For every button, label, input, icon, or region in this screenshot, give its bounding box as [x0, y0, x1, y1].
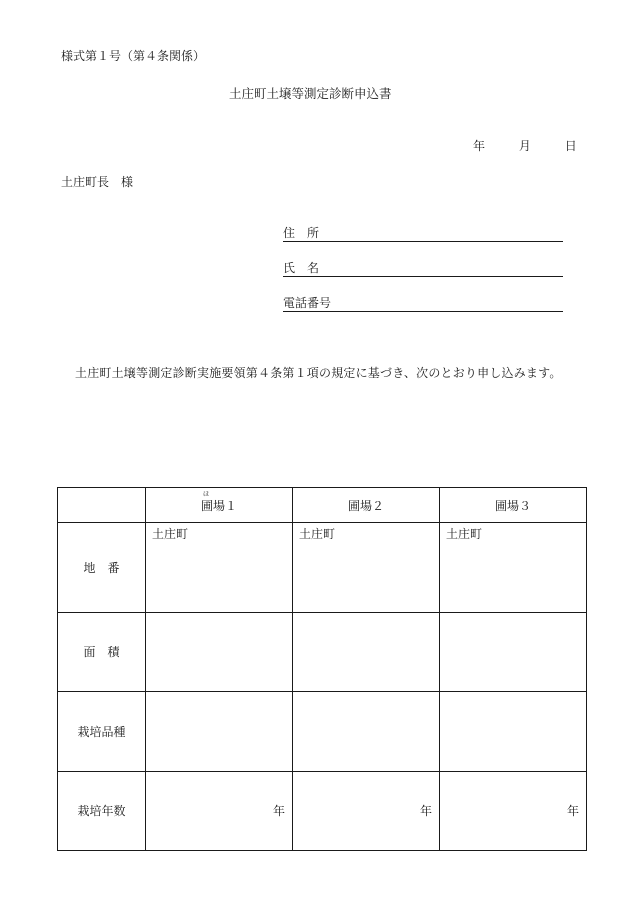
date-line: [473, 137, 577, 154]
chiban-plot-3[interactable]: 土庄町: [440, 523, 587, 612]
application-statement: 土庄町土壌等測定診断実施要領第４条第１項の規定に基づき、次のとおり申し込みます。: [75, 366, 562, 380]
chiban-plot-2[interactable]: 土庄町: [293, 523, 440, 612]
table-row-chiban: [58, 523, 587, 612]
address-label: 住 所: [283, 226, 320, 240]
hinshu-plot-1[interactable]: [146, 692, 293, 771]
header-plot-3: 圃場３: [440, 488, 587, 523]
date-month[interactable]: 月: [518, 139, 531, 153]
table-row-hinshu: [58, 692, 587, 771]
label-hinshu: 栽培品種: [58, 692, 146, 771]
header-plot-1: ほ 圃場１: [146, 488, 293, 523]
nensu-plot-2[interactable]: 年: [293, 771, 440, 850]
date-year[interactable]: 年: [473, 139, 486, 153]
label-chiban: 地 番: [58, 523, 146, 612]
label-nensu: 栽培年数: [58, 771, 146, 850]
hinshu-plot-2[interactable]: [293, 692, 440, 771]
hinshu-plot-3[interactable]: [440, 692, 587, 771]
table-row-nensu: [58, 771, 587, 850]
form-number: 様式第１号（第４条関係）: [61, 49, 206, 63]
menseki-plot-3[interactable]: [440, 612, 587, 691]
header-blank: [58, 488, 146, 523]
table-row-menseki: [58, 612, 587, 691]
address-field[interactable]: [283, 224, 563, 242]
label-menseki: 面 積: [58, 612, 146, 691]
plot-table: [57, 487, 587, 851]
menseki-plot-2[interactable]: [293, 612, 440, 691]
document-title: 土庄町土壌等測定診断申込書: [229, 86, 392, 101]
nensu-plot-1[interactable]: 年: [146, 771, 293, 850]
menseki-plot-1[interactable]: [146, 612, 293, 691]
addressee: 土庄町長 様: [61, 175, 134, 189]
table-header-row: [58, 488, 587, 523]
date-day[interactable]: 日: [564, 139, 577, 153]
ruby-ho: ほ: [202, 490, 209, 498]
phone-label: 電話番号: [283, 296, 332, 310]
phone-field[interactable]: [283, 294, 563, 312]
header-plot-2: 圃場２: [293, 488, 440, 523]
name-field[interactable]: [283, 259, 563, 277]
nensu-plot-3[interactable]: 年: [440, 771, 587, 850]
chiban-plot-1[interactable]: 土庄町: [146, 523, 293, 612]
name-label: 氏 名: [283, 261, 320, 275]
